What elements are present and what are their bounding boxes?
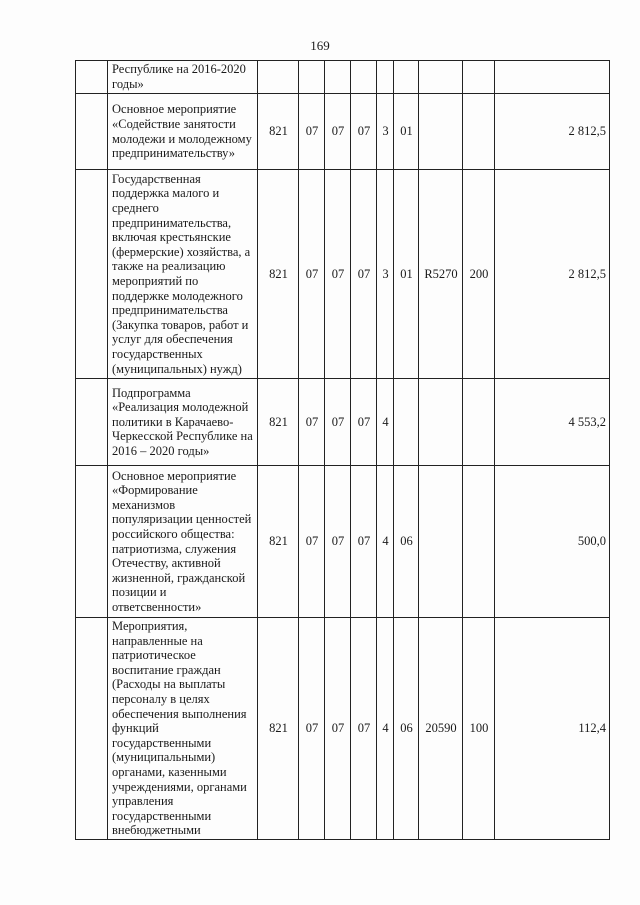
amount-cell: 2 812,5 [495,170,610,379]
expense-type-cell [463,379,495,466]
amount-cell: 2 812,5 [495,94,610,170]
table-row [76,94,610,170]
program-code-cell: 07 [351,618,377,840]
amount-cell: 112,4 [495,618,610,840]
event-code-cell [394,61,419,94]
ministry-code-cell: 821 [258,94,299,170]
subprogram-code-cell: 4 [377,379,394,466]
subsection-code-cell: 07 [325,466,351,618]
section-code-cell: 07 [299,379,325,466]
program-code-cell [351,61,377,94]
direction-code-cell [419,466,463,618]
program-code-cell: 07 [351,94,377,170]
expense-type-cell: 200 [463,170,495,379]
section-code-cell: 07 [299,94,325,170]
expense-type-cell: 100 [463,618,495,840]
subprogram-code-cell: 4 [377,466,394,618]
section-code-cell: 07 [299,466,325,618]
direction-code-cell [419,94,463,170]
subprogram-code-cell: 3 [377,170,394,379]
page-number: 169 [310,38,330,53]
section-code-cell: 07 [299,618,325,840]
section-code-cell: 07 [299,170,325,379]
item-name-cell: Республике на 2016-2020 годы» [108,61,258,94]
subsection-code-cell: 07 [325,170,351,379]
amount-cell [495,61,610,94]
program-code-cell: 07 [351,466,377,618]
table-row [76,61,610,94]
subsection-code-cell [325,61,351,94]
expense-type-cell [463,94,495,170]
item-name-cell: Основное мероприятие «Содействие занятости молодежи и молодежному предпринимательству» [108,94,258,170]
table-row [76,379,610,466]
subsection-code-cell: 07 [325,94,351,170]
subprogram-code-cell: 3 [377,94,394,170]
expense-type-cell [463,466,495,618]
subsection-code-cell: 07 [325,618,351,840]
ministry-code-cell: 821 [258,618,299,840]
row-number-cell [76,379,108,466]
subprogram-code-cell [377,61,394,94]
direction-code-cell: R5270 [419,170,463,379]
table-row [76,170,610,379]
item-name-cell: Государственная поддержка малого и среднего предпринимательства, включая крестьянские (фермерские) хозяйства, а также на реализацию мероприятий по поддержке молодежного предпринимательства (Закупка товаров, работ и услуг для обеспечения государственных (муниципальных) нужд) [108,170,258,379]
table-row [76,618,610,840]
event-code-cell [394,379,419,466]
ministry-code-cell: 821 [258,379,299,466]
budget-table [75,60,610,840]
expense-type-cell [463,61,495,94]
direction-code-cell [419,61,463,94]
amount-cell: 500,0 [495,466,610,618]
section-code-cell [299,61,325,94]
direction-code-cell: 20590 [419,618,463,840]
row-number-cell [76,170,108,379]
subsection-code-cell: 07 [325,379,351,466]
ministry-code-cell: 821 [258,466,299,618]
event-code-cell: 01 [394,94,419,170]
event-code-cell: 01 [394,170,419,379]
row-number-cell [76,61,108,94]
direction-code-cell [419,379,463,466]
program-code-cell: 07 [351,379,377,466]
item-name-cell: Основное мероприятие «Формирование механизмов популяризации ценностей российского общества: патриотизма, служения Отечеству, активной жизненной, гражданской позиции и ответсвенности» [108,466,258,618]
event-code-cell: 06 [394,466,419,618]
amount-cell: 4 553,2 [495,379,610,466]
item-name-cell: Мероприятия, направленные на патриотическое воспитание граждан (Расходы на выплаты персоналу в целях обеспечения выполнения функций государственными (муниципальными) органами, казенными учреждениями, органами управления государственными внебюджетными [108,618,258,840]
table-row [76,466,610,618]
ministry-code-cell [258,61,299,94]
item-name-cell: Подпрограмма «Реализация молодежной политики в Карачаево-Черкесской Республике на 2016 – 2020 годы» [108,379,258,466]
program-code-cell: 07 [351,170,377,379]
row-number-cell [76,466,108,618]
subprogram-code-cell: 4 [377,618,394,840]
row-number-cell [76,94,108,170]
event-code-cell: 06 [394,618,419,840]
row-number-cell [76,618,108,840]
ministry-code-cell: 821 [258,170,299,379]
